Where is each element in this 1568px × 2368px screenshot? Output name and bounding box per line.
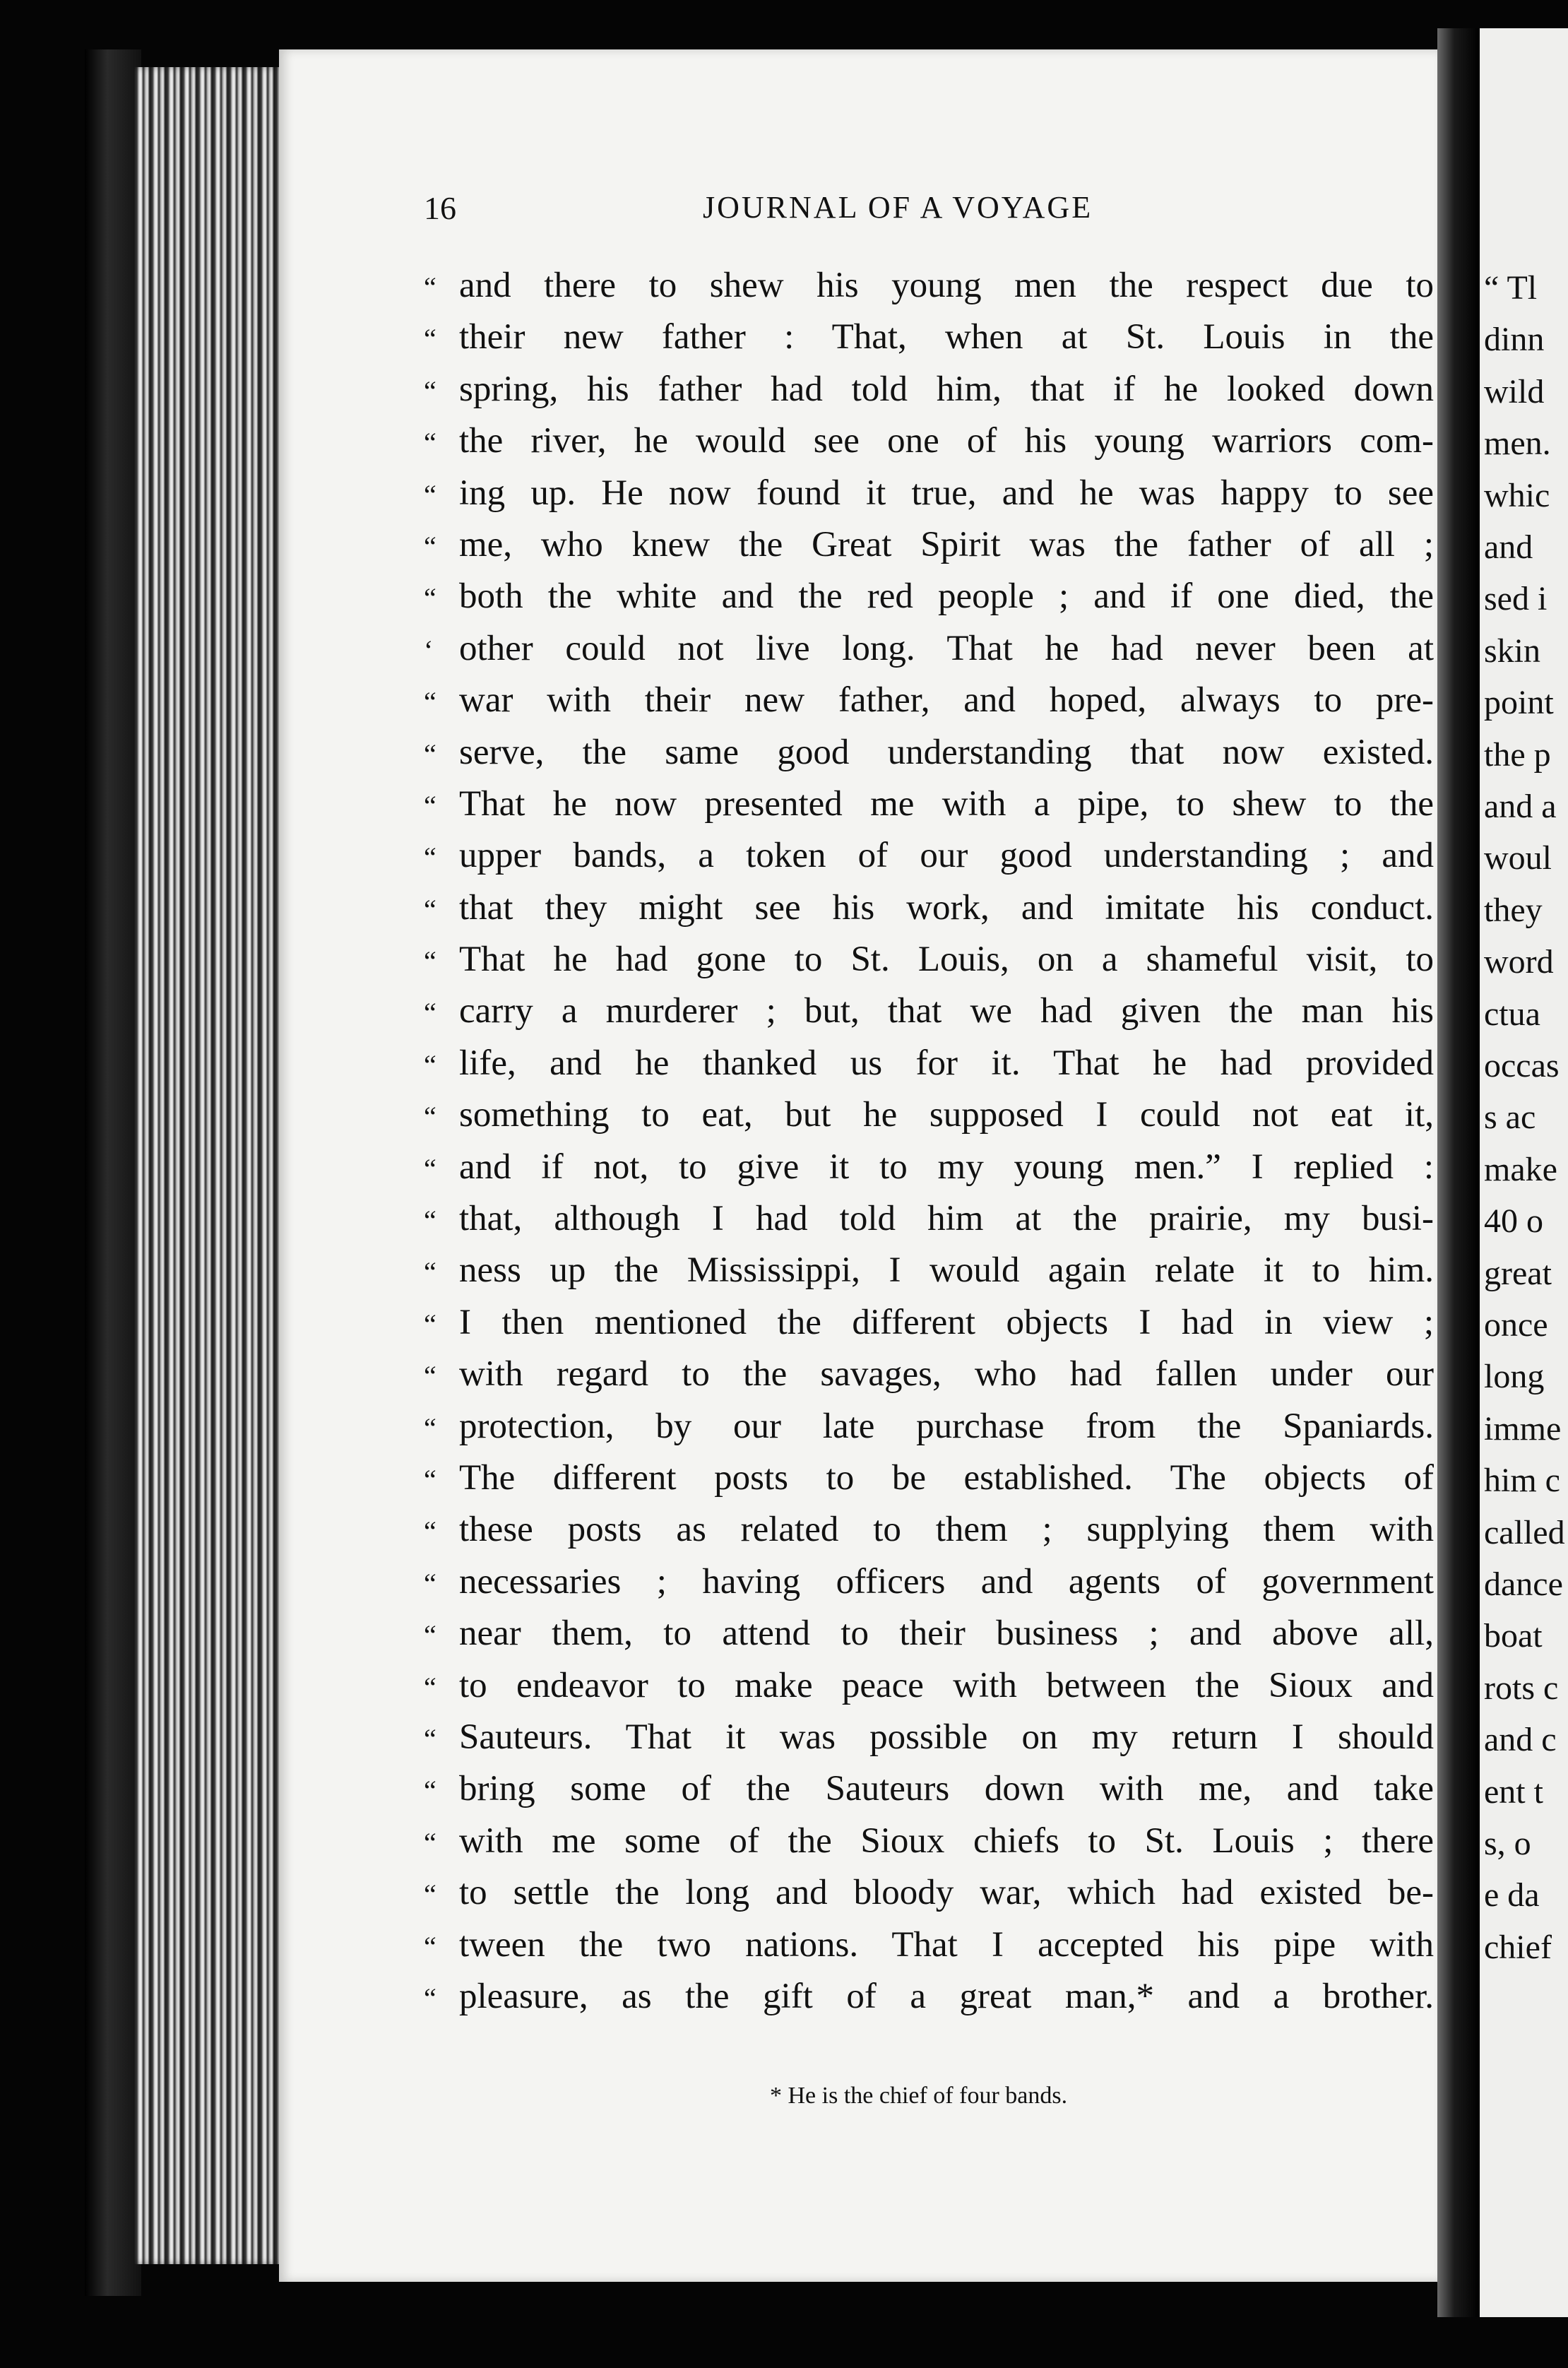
facing-page-line: rots c (1484, 1669, 1559, 1707)
quote-mark: “ (424, 1360, 436, 1392)
text-line (424, 680, 1434, 731)
quote-mark: “ (424, 1308, 436, 1340)
quote-mark: “ (424, 789, 436, 822)
line-text: to settle the long and bloody war, which had existed be- (459, 1873, 1434, 1913)
quote-mark: “ (424, 1775, 436, 1807)
quote-mark: “ (424, 271, 436, 303)
text-line (424, 1147, 1434, 1198)
quote-mark: “ (424, 1256, 436, 1289)
line-text: and there to shew his young men the respect due to (459, 266, 1434, 305)
line-text: Sauteurs. That it was possible on my return I should (459, 1717, 1434, 1757)
facing-page-line: s, o (1484, 1825, 1531, 1862)
text-line (424, 1613, 1434, 1664)
facing-page-line: him c (1484, 1462, 1560, 1500)
text-line (424, 576, 1434, 627)
facing-page-line: chief (1484, 1928, 1552, 1966)
quote-mark: “ (424, 1567, 436, 1599)
line-text: I then mentioned the different objects I had in view ; (459, 1302, 1434, 1342)
quote-mark: “ (424, 841, 436, 874)
quote-mark: “ (424, 1982, 436, 2014)
line-text: these posts as related to them ; supplying them with (459, 1510, 1434, 1550)
quote-mark: “ (424, 1152, 436, 1185)
line-text: pleasure, as the gift of a great man,* and a brother. (459, 1976, 1434, 2016)
book-cover-edge (85, 49, 141, 2296)
quote-mark: “ (424, 427, 436, 459)
quote-mark: “ (424, 1204, 436, 1237)
text-line (424, 473, 1434, 524)
line-text: near them, to attend to their business ; and above all, (459, 1614, 1434, 1654)
text-line (424, 1302, 1434, 1354)
facing-page-line: “ Tl (1484, 269, 1538, 307)
line-text: carry a murderer ; but, that we had given the man his (459, 991, 1434, 1031)
facing-page-line: s ac (1484, 1099, 1536, 1137)
line-text: That he now presented me with a pipe, to shew to the (459, 783, 1434, 824)
quote-mark: “ (424, 893, 436, 925)
facing-page-line: and a (1484, 788, 1557, 825)
text-line (424, 1561, 1434, 1613)
text-line (424, 1354, 1434, 1405)
footnote: * He is the chief of four bands. (770, 2083, 1068, 2109)
line-text: upper bands, a token of our good understanding ; and (459, 836, 1434, 876)
body-text (424, 265, 1434, 2027)
text-line (424, 1976, 1434, 2027)
facing-page-line: sed i (1484, 580, 1548, 618)
text-line (424, 1406, 1434, 1457)
page-number: 16 (424, 190, 456, 226)
quote-mark: “ (424, 374, 436, 407)
facing-page-line: and (1484, 528, 1533, 566)
facing-page-line: whic (1484, 476, 1550, 514)
text-line (424, 1665, 1434, 1717)
facing-page-line: dinn (1484, 321, 1545, 359)
text-line (424, 1457, 1434, 1509)
line-text: and if not, to give it to my young men.” I replied : (459, 1147, 1434, 1187)
line-text: both the white and the red people ; and if one died, the (459, 576, 1434, 617)
line-text: to endeavor to make peace with between the Sioux and (459, 1665, 1434, 1705)
text-line (424, 316, 1434, 368)
quote-mark: “ (424, 1619, 436, 1652)
line-text: life, and he thanked us for it. That he had provided (459, 1043, 1434, 1083)
facing-page-line: ctua (1484, 995, 1540, 1033)
quote-mark: “ (424, 1878, 436, 1911)
line-text: with regard to the savages, who had fallen under our (459, 1354, 1434, 1395)
facing-page-line: great (1484, 1254, 1552, 1292)
text-line (424, 939, 1434, 990)
text-line (424, 1250, 1434, 1301)
quote-mark: “ (424, 945, 436, 978)
text-line (424, 1198, 1434, 1250)
line-text: war with their new father, and hoped, always to pre- (459, 680, 1434, 721)
text-line (424, 835, 1434, 887)
quote-mark: “ (424, 686, 436, 718)
quote-mark: “ (424, 323, 436, 355)
quote-mark: “ (424, 478, 436, 511)
quote-mark: “ (424, 582, 436, 615)
quote-mark: “ (424, 1101, 436, 1133)
facing-page-line: dance (1484, 1565, 1563, 1603)
line-text: That he had gone to St. Louis, on a shameful visit, to (459, 940, 1434, 980)
facing-page-line: long (1484, 1358, 1545, 1396)
quote-mark: “ (424, 1048, 436, 1081)
line-text: something to eat, but he supposed I could not eat it, (459, 1095, 1434, 1135)
text-line (424, 1872, 1434, 1924)
facing-page-line: called (1484, 1513, 1565, 1551)
line-text: that they might see his work, and imitate his conduct. (459, 887, 1434, 928)
running-head: JOURNAL OF A VOYAGE (703, 190, 1093, 225)
text-line (424, 628, 1434, 680)
facing-page-line: point (1484, 684, 1554, 722)
line-text: that, although I had told him at the prairie, my busi- (459, 1199, 1434, 1239)
facing-page-line: and c (1484, 1721, 1557, 1759)
quote-mark: “ (424, 738, 436, 770)
facing-page-line: they (1484, 891, 1543, 929)
line-text: ness up the Mississippi, I would again relate it to him. (459, 1250, 1434, 1291)
text-line (424, 1717, 1434, 1768)
text-line (424, 1094, 1434, 1146)
stacked-page-edges (134, 67, 283, 2264)
facing-page-line: ent t (1484, 1772, 1543, 1811)
text-line (424, 887, 1434, 939)
quote-mark: “ (424, 997, 436, 1029)
facing-page-line: skin (1484, 632, 1541, 670)
text-line (424, 1768, 1434, 1820)
text-line (424, 420, 1434, 472)
facing-page-line: occas (1484, 1047, 1560, 1084)
quote-mark: “ (424, 1463, 436, 1496)
quote-mark: “ (424, 1826, 436, 1859)
text-line (424, 1821, 1434, 1872)
text-line (424, 1043, 1434, 1094)
line-text: spring, his father had told him, that if he looked down (459, 369, 1434, 409)
line-text: bring some of the Sauteurs down with me, and take (459, 1769, 1434, 1809)
quote-mark: “ (424, 1411, 436, 1444)
facing-page-line: wild (1484, 372, 1545, 410)
text-line (424, 1509, 1434, 1561)
line-text: serve, the same good understanding that now existed. (459, 732, 1434, 772)
line-text: ing up. He now found it true, and he was happy to see (459, 473, 1434, 513)
text-line (424, 265, 1434, 316)
facing-page-line: men. (1484, 425, 1551, 463)
facing-page-line: 40 o (1484, 1202, 1543, 1241)
line-text: with me some of the Sioux chiefs to St. Louis ; there (459, 1821, 1434, 1861)
quote-mark: ‘ (424, 634, 434, 666)
line-text: the river, he would see one of his young warriors com- (459, 421, 1434, 461)
text-line (424, 524, 1434, 576)
line-text: necessaries ; having officers and agents of government (459, 1561, 1434, 1602)
text-line (424, 1924, 1434, 1976)
line-text: tween the two nations. That I accepted his pipe with (459, 1924, 1434, 1965)
quote-mark: “ (424, 1671, 436, 1703)
text-line (424, 990, 1434, 1042)
facing-page-line: e da (1484, 1876, 1540, 1914)
facing-page-line: word (1484, 943, 1554, 981)
facing-page-line: boat (1484, 1617, 1543, 1655)
quote-mark: “ (424, 1722, 436, 1755)
quote-mark: “ (424, 530, 436, 562)
facing-page-line: imme (1484, 1409, 1562, 1448)
line-text: me, who knew the Great Spirit was the father of all ; (459, 524, 1434, 564)
text-line (424, 732, 1434, 783)
facing-page-fragment (1480, 28, 1568, 2317)
line-text: protection, by our late purchase from the Spaniards. (459, 1406, 1434, 1446)
text-line (424, 783, 1434, 835)
facing-page-line: woul (1484, 839, 1552, 877)
quote-mark: “ (424, 1515, 436, 1548)
line-text: The different posts to be established. The objects of (459, 1457, 1434, 1498)
quote-mark: “ (424, 1930, 436, 1963)
book-gutter-shadow (1437, 28, 1480, 2317)
line-text: their new father : That, when at St. Louis in the (459, 317, 1434, 357)
facing-page-line: the p (1484, 735, 1551, 774)
facing-page-line: make (1484, 1150, 1557, 1188)
line-text: other could not live long. That he had never been at (459, 628, 1434, 668)
text-line (424, 369, 1434, 420)
facing-page-line: once (1484, 1306, 1548, 1344)
